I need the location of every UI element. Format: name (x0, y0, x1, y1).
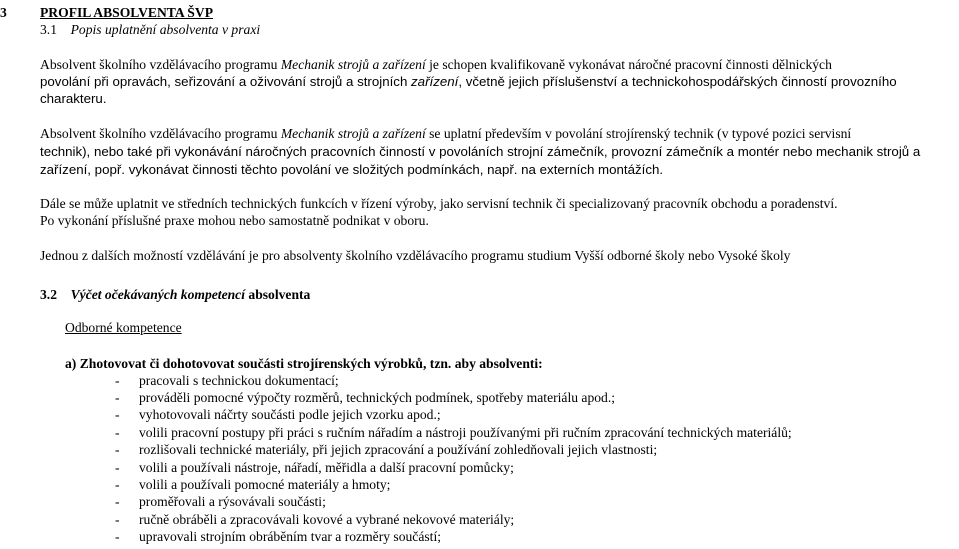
paragraph-3-line-2: Po vykonání příslušné praxe mohou nebo samostatně podnikat v oboru. (40, 213, 429, 228)
chapter-title: PROFIL ABSOLVENTA ŠVP (40, 5, 213, 20)
list-item-text: volili a používali pomocné materiály a hmoty; (139, 477, 391, 492)
paragraph-1-line-1 (40, 57, 832, 73)
section-3-1-heading (40, 22, 260, 38)
competences-subheading: Odborné kompetence (65, 320, 182, 335)
paragraph-4: Jednou z dalších možností vzdělávání je pro absolventy školního vzdělávacího programu studium Vyšší odborné školy nebo Vysoké školy (40, 248, 791, 263)
list-item-text: volili pracovní postupy při práci s ručním nářadím a nástroji používanými při ručním zpracování technických materiálů; (139, 425, 792, 440)
section-title: Popis uplatnění absolventa v praxi (70, 22, 261, 37)
list-item-text: proměřovali a rýsovávali součásti; (139, 494, 326, 509)
list-dash: - (115, 390, 120, 405)
paragraph-2-line-2: technik), nebo také při vykonávání náročných pracovních činností v povoláních strojní zámečník, provozní zámečník a montér nebo mechanik strojů a (40, 144, 921, 159)
section-title-rest: absolventa (245, 287, 311, 302)
paragraph-2-line-3: zařízení, popř. vykonávat činnosti těchto povolání ve složitých podmínkách, např. na externích montážích. (40, 162, 664, 177)
text: se uplatní především v povolání strojírenský technik (v typové pozici servisní (425, 126, 852, 141)
text: je schopen kvalifikovaně vykonávat náročné pracovní činnosti dělnických (425, 57, 832, 72)
list-item-text: vyhotovovali náčrty součásti podle jejich vzorku apod.; (139, 407, 441, 422)
paragraph-1-line-2 (40, 74, 897, 89)
list-item-text: upravovali strojním obráběním tvar a rozměry součástí; (139, 529, 441, 544)
list-dash: - (115, 442, 120, 457)
list-dash: - (115, 529, 120, 544)
paragraph-2-line-1 (40, 126, 851, 142)
list-item-text: rozlišovali technické materiály, při jejich zpracování a používání zohledňovali jejich vlastnosti; (139, 442, 658, 457)
list-dash: - (115, 373, 120, 388)
list-item-text: pracovali s technickou dokumentací; (139, 373, 339, 388)
chapter-number: 3 (0, 5, 7, 20)
list-dash: - (115, 407, 120, 422)
text: Absolvent školního vzdělávacího programu (40, 57, 281, 72)
list-dash: - (115, 425, 120, 440)
text: povolání při opravách, seřizování a oživování strojů a strojních (40, 74, 412, 89)
program-name: Mechanik strojů a zařízení (280, 57, 426, 72)
section-number: 3.1 (40, 22, 57, 37)
program-name: Mechanik strojů a zařízení (280, 126, 426, 141)
text: Absolvent školního vzdělávacího programu (40, 126, 281, 141)
list-dash: - (115, 477, 120, 492)
list-item-text: volili a používali nástroje, nářadí, měřidla a další pracovní pomůcky; (139, 460, 514, 475)
list-dash: - (115, 512, 120, 527)
section-number: 3.2 (40, 287, 57, 302)
paragraph-1-line-3: charakteru. (40, 91, 107, 106)
list-dash: - (115, 460, 120, 475)
list-item-text: prováděli pomocné výpočty rozměrů, technických podmínek, spotřeby materiálu apod.; (139, 390, 616, 405)
list-item-text: ručně obráběli a zpracovávali kovové a vybrané nekovové materiály; (139, 512, 515, 527)
section-title-italic: Výčet očekávaných kompetencí (70, 287, 245, 302)
text: , včetně jejich příslušenství a technickohospodářských činností provozního (458, 74, 897, 89)
text-italic: zařízení (411, 74, 459, 89)
section-3-2-heading (40, 287, 310, 303)
paragraph-3-line-1: Dále se může uplatnit ve středních technických funkcích v řízení výroby, jako servisní technik či specializovaný pracovník obchodu a poradenství. (40, 196, 838, 211)
list-dash: - (115, 494, 120, 509)
competence-a-title: a) Zhotovovat či dohotovovat součásti strojírenských výrobků, tzn. aby absolventi: (65, 356, 543, 371)
